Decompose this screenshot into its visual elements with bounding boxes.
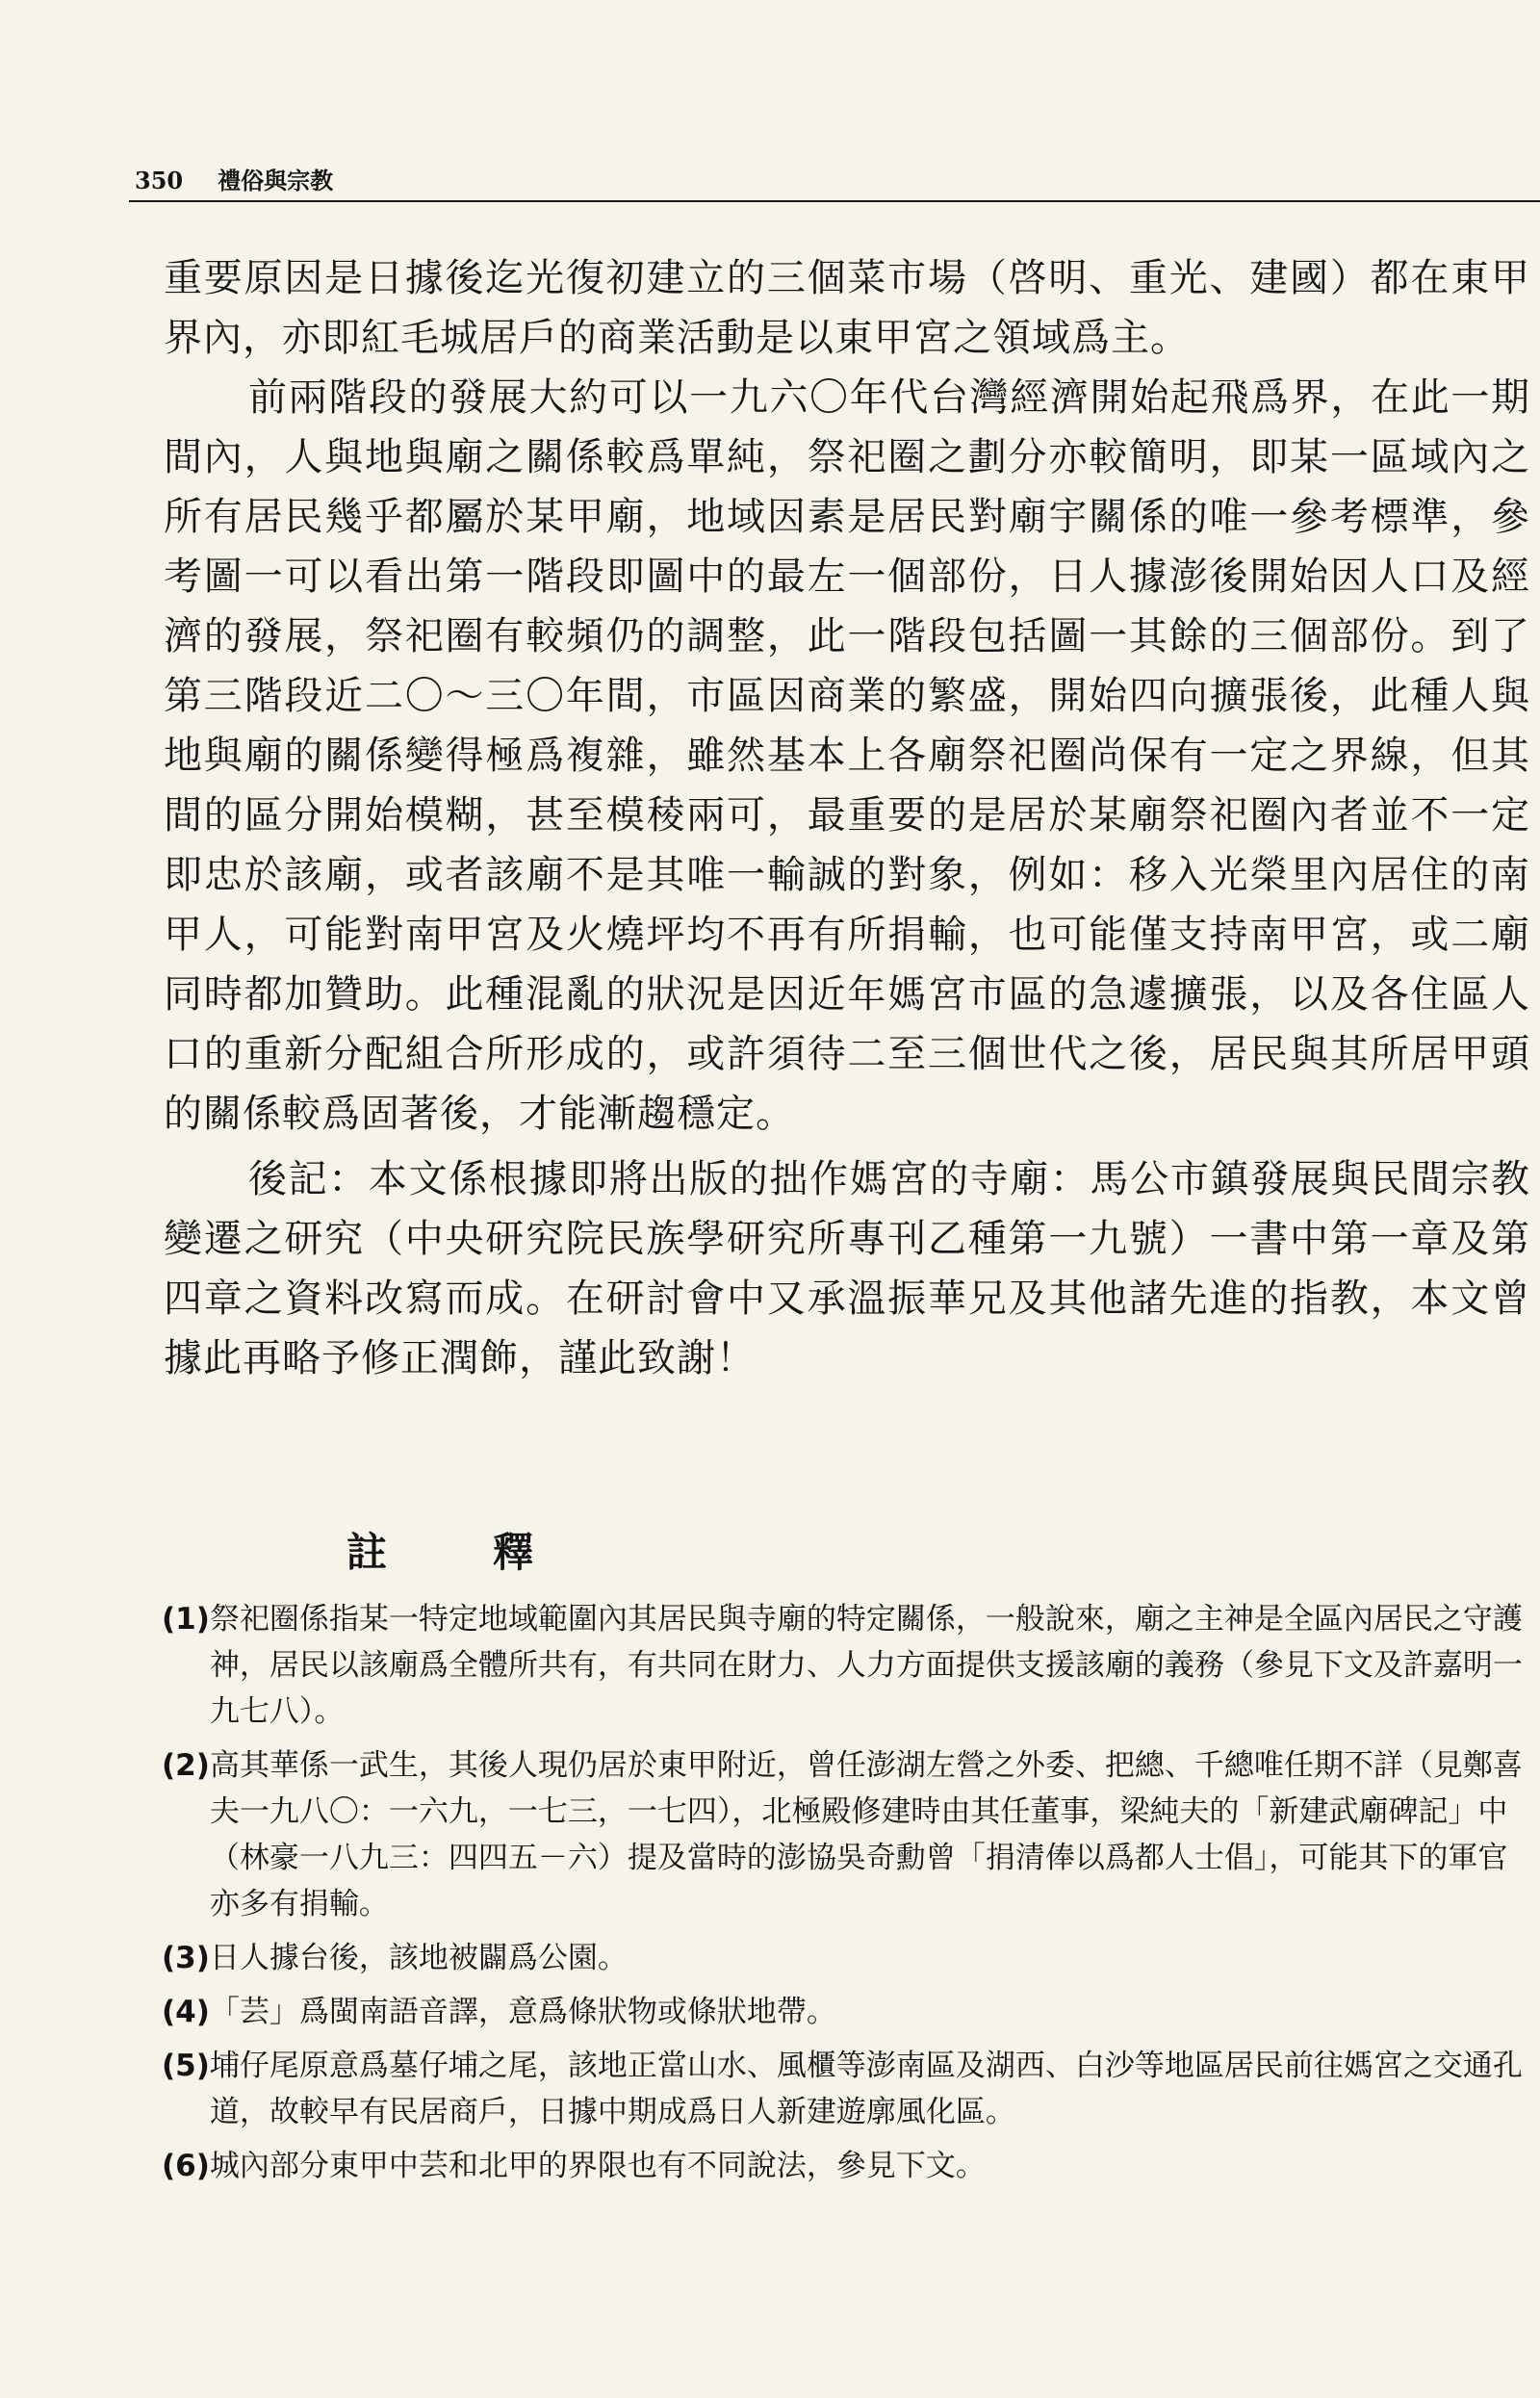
footnotes [162, 1596, 1532, 2197]
page-number: 350 [135, 167, 184, 194]
footnote-number: (3) [162, 1941, 210, 1975]
footnote-number: (6) [162, 2149, 210, 2183]
body-paragraph: 前兩階段的發展大約可以一九六〇年代台灣經濟開始起飛爲界，在此一期間內，人與地與廟之關係較爲單純，祭祀圈之劃分亦較簡明，即某一區域內之所有居民幾乎都屬於某甲廟，地域因素是居民對廟宇關係的唯一參考標準，參考圖一可以看出第一階段即圖中的最左一個部份，日人據澎後開始因人口及經濟的發展，祭祀圈有較頻仍的調整，此一階段包括圖一其餘的三個部份。到了第三階段近二〇～三〇年間，市區因商業的繁盛，開始四向擴張後，此種人與地與廟的關係變得極爲複雜，雖然基本上各廟祭祀圈尚保有一定之界線，但其間的區分開始模糊，甚至模稜兩可，最重要的是居於某廟祭祀圈內者並不一定即忠於該廟，或者該廟不是其唯一輸誠的對象，例如：移入光榮里內居住的南甲人，可能對南甲宮及火燒坪均不再有所捐輸，也可能僅支持南甲宮，或二廟同時都加贊助。此種混亂的狀況是因近年媽宮市區的急遽擴張，以及各住區人口的重新分配組合所形成的，或許須待二至三個世代之後，居民與其所居甲頭的關係較爲固著後，才能漸趨穩定。 [164, 375, 1530, 1136]
footnote-text: 祭祀圈係指某一特定地域範圍內其居民與寺廟的特定關係，一般說來，廟之主神是全區內居民之守護神，居民以該廟爲全體所共有，有共同在財力、人力方面提供支援該廟的義務（參見下文及許嘉明一九七八）。 [209, 1602, 1523, 1729]
footnote [162, 1596, 1532, 1735]
header-rule [129, 200, 1540, 202]
footnote [162, 1742, 1532, 1927]
footnote-text: 日人據台後，該地被闢爲公園。 [209, 1941, 628, 1975]
footnote-text: 埔仔尾原意爲墓仔埔之尾，該地正當山水、風櫃等澎南區及湖西、白沙等地區居民前往媽宮之交通孔道，故較早有民居商戶，日據中期成爲日人新建遊廓風化區。 [209, 2049, 1523, 2129]
footnote-text: 高其華係一武生，其後人現仍居於東甲附近，曾任澎湖左營之外委、把總、千總唯任期不詳（見鄭喜夫一九八〇：一六九，一七三，一七四），北極殿修建時由其任董事，梁純夫的「新建武廟碑記」中（林豪一八九三：四四五－六）提及當時的澎協吳奇勳曾「捐清俸以爲都人士倡」，可能其下的軍官亦多有捐輸。 [209, 1748, 1523, 1921]
footnote-number: (1) [162, 1602, 210, 1637]
postscript-paragraph: 後記：本文係根據即將出版的拙作媽宮的寺廟：馬公市鎮發展與民間宗教變遷之研究（中央研究院民族學研究所專刊乙種第一九號）一書中第一章及第四章之資料改寫而成。在研討會中又承溫振華兄及其他諸先進的指教，本文曾據此再略予修正潤飾，謹此致謝！ [164, 1157, 1530, 1380]
footnote-number: (5) [162, 2049, 210, 2083]
body-text [164, 248, 1530, 1388]
footnote-text: 「芸」爲閩南語音譯，意爲條狀物或條狀地帶。 [209, 1995, 836, 2029]
footnote-text: 城內部分東甲中芸和北甲的界限也有不同說法，參見下文。 [209, 2149, 986, 2183]
footnote [162, 2043, 1532, 2135]
running-header [135, 162, 333, 195]
notes-heading: 註釋 [346, 1529, 640, 1576]
footnote-number: (4) [162, 1995, 210, 2029]
body-paragraph: 重要原因是日據後迄光復初建立的三個菜市場（啓明、重光、建國）都在東甲界內，亦即紅毛城居戶的商業活動是以東甲宮之領域爲主。 [164, 256, 1530, 360]
footnote-number: (2) [162, 1748, 210, 1783]
footnote [162, 1989, 1532, 2035]
running-title: 禮俗與宗教 [218, 167, 334, 194]
footnote [162, 1935, 1532, 1981]
footnote [162, 2143, 1532, 2189]
